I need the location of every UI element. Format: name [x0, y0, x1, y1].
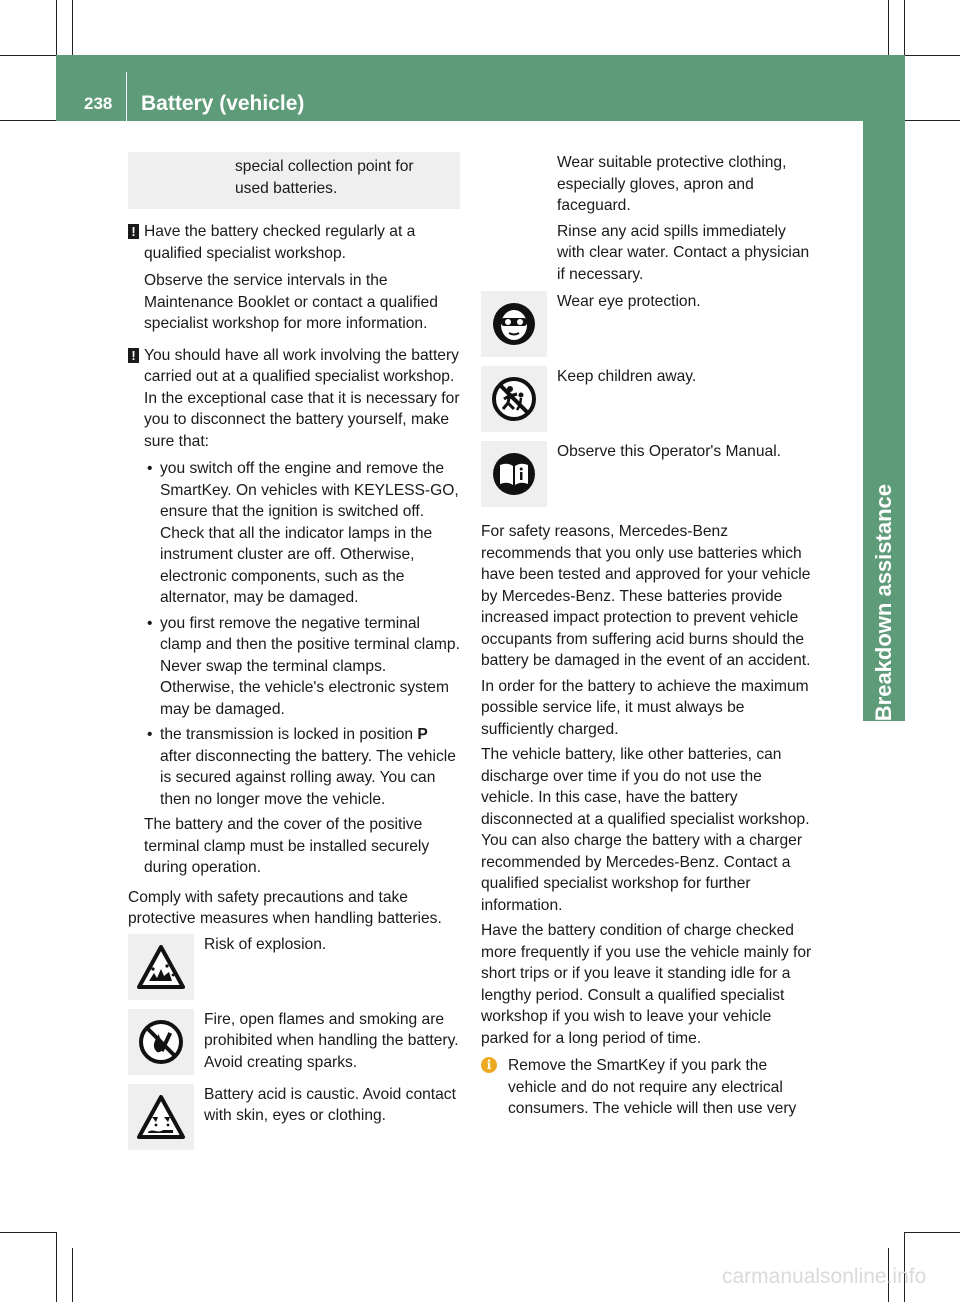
info-note: [481, 1055, 814, 1120]
crop-mark: [0, 1232, 56, 1233]
crop-mark: [56, 0, 57, 55]
no-fire-icon: [128, 1009, 194, 1075]
symbol-text: Battery acid is caustic. Avoid contact with skin, eyes or clothing.: [204, 1085, 456, 1124]
bullet-item: • you first remove the negative terminal clamp and then the positive terminal clamp. Never swap the terminal clamps. Otherwise, the vehicle's electronic system may be damaged.: [128, 613, 460, 721]
symbol-row: [481, 441, 814, 507]
gear-position: P: [417, 726, 428, 743]
bullet-item: [128, 724, 460, 810]
symbol-text: Keep children away.: [557, 368, 697, 385]
crop-mark: [72, 0, 73, 55]
symbol-text: Fire, open flames and smoking are prohibited when handling the battery. Avoid creating sparks.: [204, 1010, 459, 1071]
info-text: Remove the SmartKey if you park the vehicle and do not require any electrical consumers. The vehicle will then use very: [508, 1057, 797, 1117]
bullet-text: after disconnecting the battery. The vehicle is secured against rolling away. You can then no longer move the vehicle.: [160, 747, 456, 808]
watermark: carmanualsonline.info: [722, 1265, 927, 1288]
body-paragraph: The vehicle battery, like other batteries, can discharge over time if you do not use the vehicle. In this case, have the battery disconnected at a qualified specialist workshop. You can also charge the battery with a charger recommended by Mercedes-Benz. Contact a qualified specialist workshop for further information.: [481, 746, 810, 914]
symbol-text: Observe this Operator's Manual.: [557, 443, 781, 460]
symbol-text: Risk of explosion.: [204, 935, 327, 953]
collection-point-box: [128, 152, 460, 209]
info-icon: i: [481, 1057, 497, 1073]
note-workshop: [128, 345, 460, 453]
crop-mark: [56, 1232, 57, 1302]
bullet-text: the transmission is locked in position: [160, 726, 418, 743]
indented-block: [481, 152, 814, 285]
crop-mark: [904, 0, 905, 55]
symbol-row: [128, 1084, 460, 1150]
page-number: 238: [84, 94, 113, 113]
exclamation-icon: !: [128, 348, 139, 363]
crop-mark: [905, 55, 960, 56]
body-paragraph: For safety reasons, Mercedes-Benz recommends that you only use batteries which have been tested and approved for your vehicle by Mercedes-Benz. These batteries provide increased impact protection to prevent vehicle occupants from suffering acid burns should the battery be damaged in the event of an accident.: [481, 523, 811, 669]
eye-protection-icon: [481, 291, 547, 357]
exclamation-icon: !: [128, 224, 139, 239]
crop-mark: [72, 1248, 73, 1302]
body-paragraph: In order for the battery to achieve the maximum possible service life, it must always be sufficiently charged.: [481, 677, 809, 738]
side-tab-label-wrap: [863, 121, 905, 721]
crop-mark: [905, 120, 960, 121]
symbol-text: Wear eye protection.: [557, 293, 701, 310]
keep-children-away-icon: [481, 366, 547, 432]
left-column: [128, 152, 460, 1159]
bullet-item: • you switch off the engine and remove the SmartKey. On vehicles with KEYLESS-GO, ensure that the ignition is switched off. Check that all the indicator lamps in the instrument cluster are off. Otherwise, electronic components, such as the alternator, may be damaged.: [128, 458, 460, 609]
note-closing: The battery and the cover of the positive terminal clamp must be installed securely during operation.: [144, 816, 430, 876]
side-tab-label: Breakdown assistance: [871, 483, 896, 721]
crop-mark: [905, 1232, 960, 1233]
note-battery-check: [128, 221, 460, 264]
crop-mark: [888, 0, 889, 55]
read-manual-icon: [481, 441, 547, 507]
body-paragraph: Have the battery condition of charge checked more frequently if you use the vehicle mainly for short trips or if you leave it standing idle for a lengthy period. Consult a qualified specialist workshop if you wish to leave your vehicle parked for a long period of time.: [481, 922, 812, 1047]
safety-intro: Comply with safety precautions and take protective measures when handling batteries.: [128, 888, 442, 927]
crop-mark: [0, 55, 56, 56]
rinse-acid-text: Rinse any acid spills immediately with clear water. Contact a physician if necessary.: [557, 222, 810, 283]
right-column: [481, 152, 814, 1120]
corrosive-warning-icon: [128, 1084, 194, 1150]
symbol-row: [481, 291, 814, 357]
symbol-row: [128, 934, 460, 1000]
note-text: Have the battery checked regularly at a qualified specialist workshop.: [144, 223, 416, 262]
explosion-warning-icon: [128, 934, 194, 1000]
collection-point-text: special collection point for used batteries.: [235, 158, 414, 197]
protective-clothing-text: Wear suitable protective clothing, especially gloves, apron and faceguard.: [557, 154, 787, 214]
symbol-row: [481, 366, 814, 432]
section-title: Battery (vehicle): [141, 92, 305, 115]
symbol-row: [128, 1009, 460, 1075]
crop-mark: [0, 120, 56, 121]
header-divider: [126, 72, 127, 121]
note-text: You should have all work involving the battery carried out at a qualified specialist workshop. In the exceptional case that it is necessary for you to disconnect the battery yourself, make sure that:: [144, 346, 460, 450]
note-para: Observe the service intervals in the Maintenance Booklet or contact a qualified specialist workshop for more information.: [144, 272, 438, 332]
